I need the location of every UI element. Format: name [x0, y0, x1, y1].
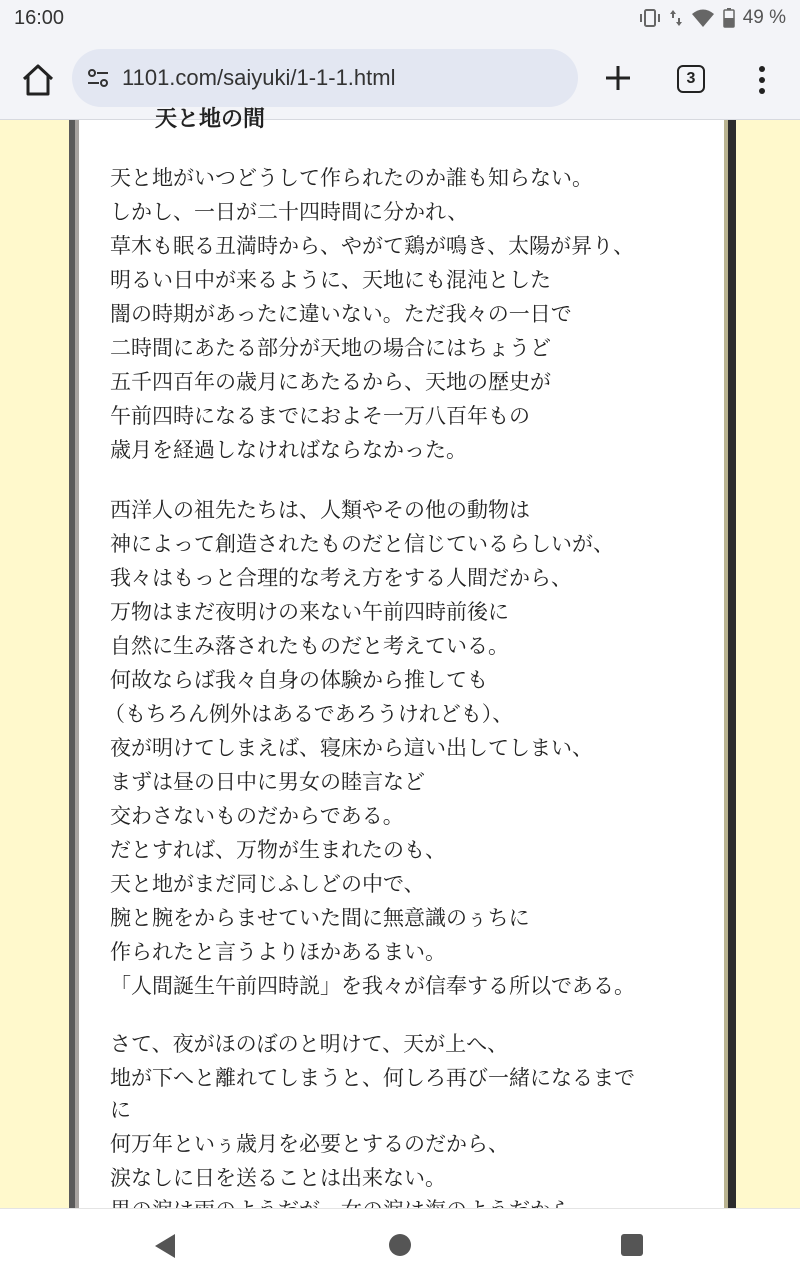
- article-line: 万物はまだ夜明けの来ない午前四時前後に: [110, 600, 509, 624]
- tab-count: 3: [686, 70, 696, 87]
- article-line: 闇の時期があったに違いない。ただ我々の一日で: [110, 302, 572, 326]
- article-line: 作られたと言うよりほかあるまい。: [110, 940, 446, 964]
- site-settings-icon[interactable]: [86, 66, 110, 90]
- article-line: さて、夜がほのぼのと明けて、天が上へ、: [110, 1032, 509, 1056]
- recents-icon[interactable]: [621, 1234, 643, 1256]
- article-line: に: [110, 1098, 131, 1122]
- status-icons: [639, 7, 786, 29]
- browser-toolbar: [0, 38, 800, 120]
- article-line: 何故ならば我々自身の体験から推しても: [110, 668, 488, 692]
- article-line: だとすれば、万物が生まれたのも、: [110, 838, 446, 862]
- article-heading: 天と地の間: [155, 107, 266, 132]
- article-line: 五千四百年の歳月にあたるから、天地の歴史が: [110, 370, 551, 394]
- more-menu-icon[interactable]: [752, 60, 772, 100]
- article-line: 天と地がまだ同じふしどの中で、: [110, 872, 425, 896]
- tab-switcher-icon[interactable]: [677, 65, 705, 93]
- system-nav-bar: [0, 1208, 800, 1281]
- article-line: 交わさないものだからである。: [110, 804, 404, 828]
- article-line: 明るい日中が来るように、天地にも混沌とした: [110, 268, 551, 292]
- article-line: 天と地がいつどうして作られたのか誰も知らない。: [110, 166, 593, 190]
- battery-percent: 49 %: [742, 7, 786, 28]
- article-line: 二時間にあたる部分が天地の場合にはちょうど: [110, 336, 551, 360]
- new-tab-icon[interactable]: [600, 60, 636, 96]
- web-page[interactable]: [0, 107, 800, 1208]
- article-line: 神によって創造されたものだと信じているらしいが、: [110, 532, 614, 556]
- home-circle-icon[interactable]: [389, 1234, 411, 1256]
- article-line: 我々はもっと合理的な考え方をする人間だから、: [110, 566, 572, 590]
- article-line: しかし、一日が二十四時間に分かれ、: [110, 200, 469, 224]
- data-arrows-icon: [669, 8, 683, 28]
- back-icon[interactable]: [153, 1233, 177, 1259]
- article-line: 地が下へと離れてしまうと、何しろ再び一緒になるまで: [110, 1066, 635, 1090]
- address-bar[interactable]: [72, 49, 578, 107]
- article-line: 歳月を経過しなければならなかった。: [110, 438, 467, 462]
- article-line: 涙なしに日を送ることは出来ない。: [110, 1166, 446, 1190]
- status-time: 16:00: [14, 7, 65, 29]
- article-line: 夜が明けてしまえば、寝床から這い出してしまい、: [110, 736, 593, 760]
- article-line: まずは昼の日中に男女の睦言など: [110, 770, 425, 794]
- home-icon[interactable]: [18, 60, 58, 100]
- url-text[interactable]: 1101.com/saiyuki/1-1-1.html: [122, 65, 396, 90]
- wifi-icon: [691, 8, 715, 28]
- article-line: 「人間誕生午前四時説」を我々が信奉する所以である。: [110, 974, 635, 998]
- status-bar: [0, 0, 800, 38]
- article-line: 西洋人の祖先たちは、人類やその他の動物は: [110, 498, 530, 522]
- article-line: 腕と腕をからませていた間に無意識のぅちに: [110, 906, 530, 930]
- article-line: 何万年といぅ歳月を必要とするのだから、: [110, 1132, 509, 1156]
- article-line: 午前四時になるまでにおよそ一万八百年もの: [110, 404, 530, 428]
- article-line: 自然に生み落されたものだと考えている。: [110, 634, 509, 658]
- vibrate-icon: [639, 8, 661, 28]
- battery-icon: [723, 8, 735, 28]
- frame-border-right: [728, 120, 736, 1208]
- article-line: 草木も眠る丑満時から、やがて鶏が鳴き、太陽が昇り、: [110, 234, 635, 258]
- article-line: （もちろん例外はあるであろうけれども）、: [104, 702, 514, 726]
